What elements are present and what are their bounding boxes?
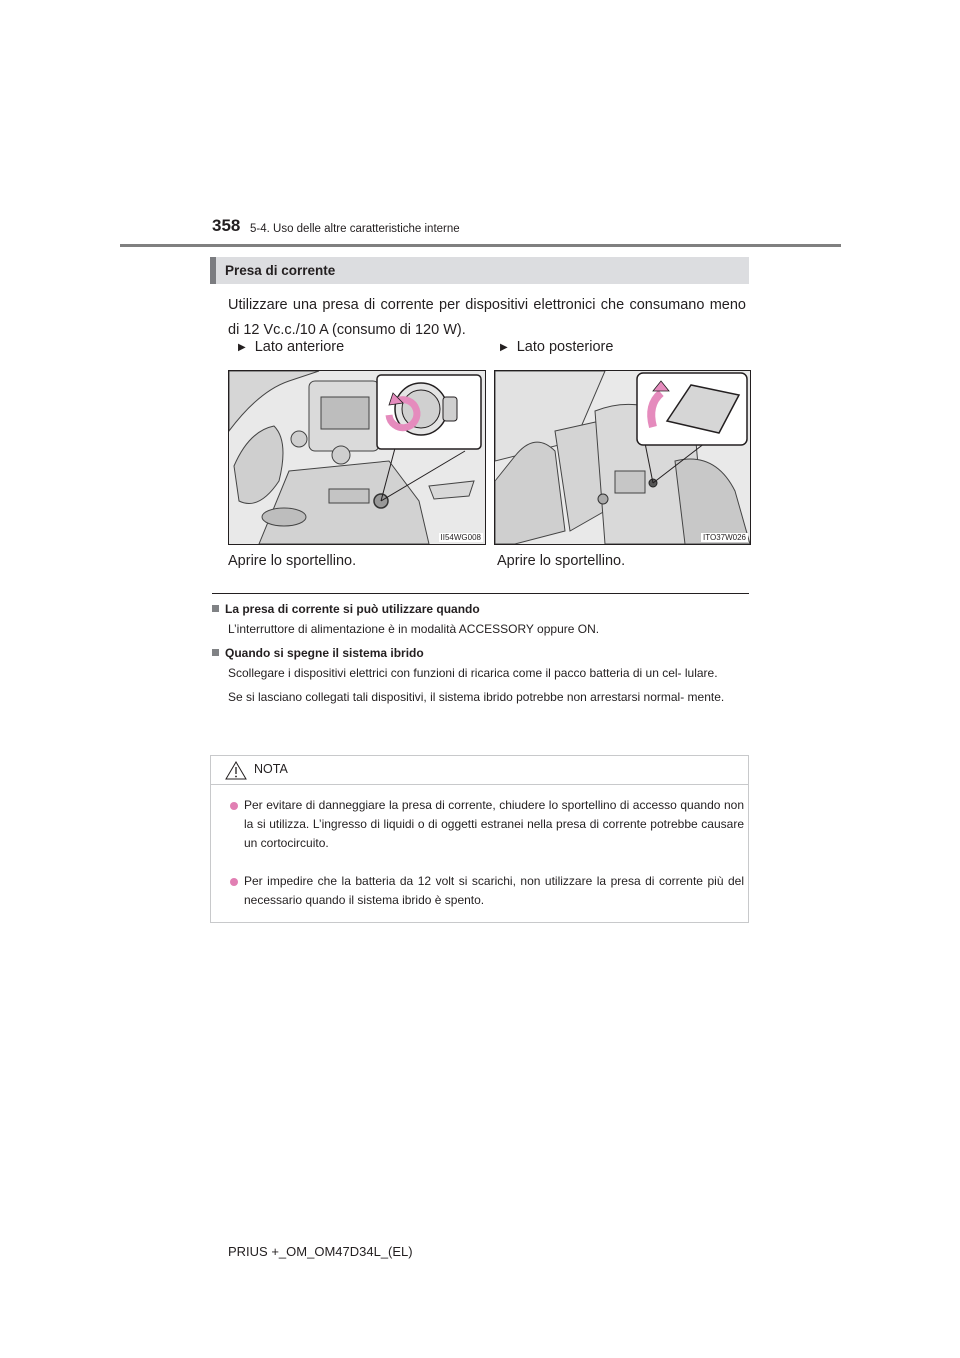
nota-label: NOTA (254, 762, 288, 776)
figure-caption-rear: Aprire lo sportellino. (497, 553, 626, 569)
figure-rear-console (494, 370, 751, 545)
figure-front-console (228, 370, 486, 545)
figure-label-rear-text: Lato posteriore (516, 339, 614, 355)
figure-code: ITO37W026 (703, 533, 746, 542)
pink-bullet-icon (230, 878, 238, 886)
section-heading (210, 257, 749, 284)
separator-rule (212, 593, 749, 594)
nota-header (211, 756, 748, 785)
pink-bullet-icon (230, 802, 238, 810)
section-reference: 5-4. Uso delle altre caratteristiche interne (250, 223, 460, 235)
figure-label-front-text: Lato anteriore (254, 339, 345, 355)
note-title: Quando si spegne il sistema ibrido (212, 646, 746, 660)
page-number: 358 (212, 216, 241, 235)
triangle-bullet-icon: ▶ (238, 341, 246, 353)
note-block-usable-when (212, 602, 746, 639)
note-paragraph: Se si lasciano collegati tali dispositivi, il sistema ibrido potrebbe non arrestarsi normal- mente. (228, 690, 725, 704)
nota-box (210, 755, 749, 923)
header-rule (120, 244, 841, 247)
figure-label-rear (500, 339, 613, 355)
intro-paragraph: Utilizzare una presa di corrente per dispositivi elettronici che consumano meno di 12 Vc.c./10 A (consumo di 120 W). (228, 297, 746, 338)
note-title: La presa di corrente si può utilizzare quando (212, 602, 746, 616)
triangle-bullet-icon: ▶ (500, 341, 508, 353)
figure-caption-front: Aprire lo sportellino. (228, 553, 357, 569)
figure-label-front (238, 339, 344, 355)
front-console-illustration (229, 371, 485, 544)
rear-console-illustration (495, 371, 750, 544)
note-paragraph: L’interruttore di alimentazione è in modalità ACCESSORY oppure ON. (228, 622, 600, 636)
note-block-hybrid-off (212, 646, 746, 707)
warning-triangle-icon (225, 761, 247, 780)
note-paragraph: Scollegare i dispositivi elettrici con funzioni di ricarica come il pacco batteria di un cel- lulare. (228, 666, 718, 680)
nota-item: Per impedire che la batteria da 12 volt si scarichi, non utilizzare la presa di corrente più del necessario quando il sistema ibrido è spento. (230, 872, 744, 910)
square-bullet-icon (212, 605, 219, 612)
square-bullet-icon (212, 649, 219, 656)
figure-code: II54WG008 (440, 533, 481, 542)
footer-document-code: PRIUS +_OM_OM47D34L_(EL) (228, 1244, 413, 1259)
nota-item: Per evitare di danneggiare la presa di corrente, chiudere lo sportellino di accesso quando non la si utilizza. L’ingresso di liquidi o di oggetti estranei nella presa di corrente potrebbe causare un cortocircuito. (230, 796, 744, 853)
section-heading-text: Presa di corrente (225, 263, 336, 278)
